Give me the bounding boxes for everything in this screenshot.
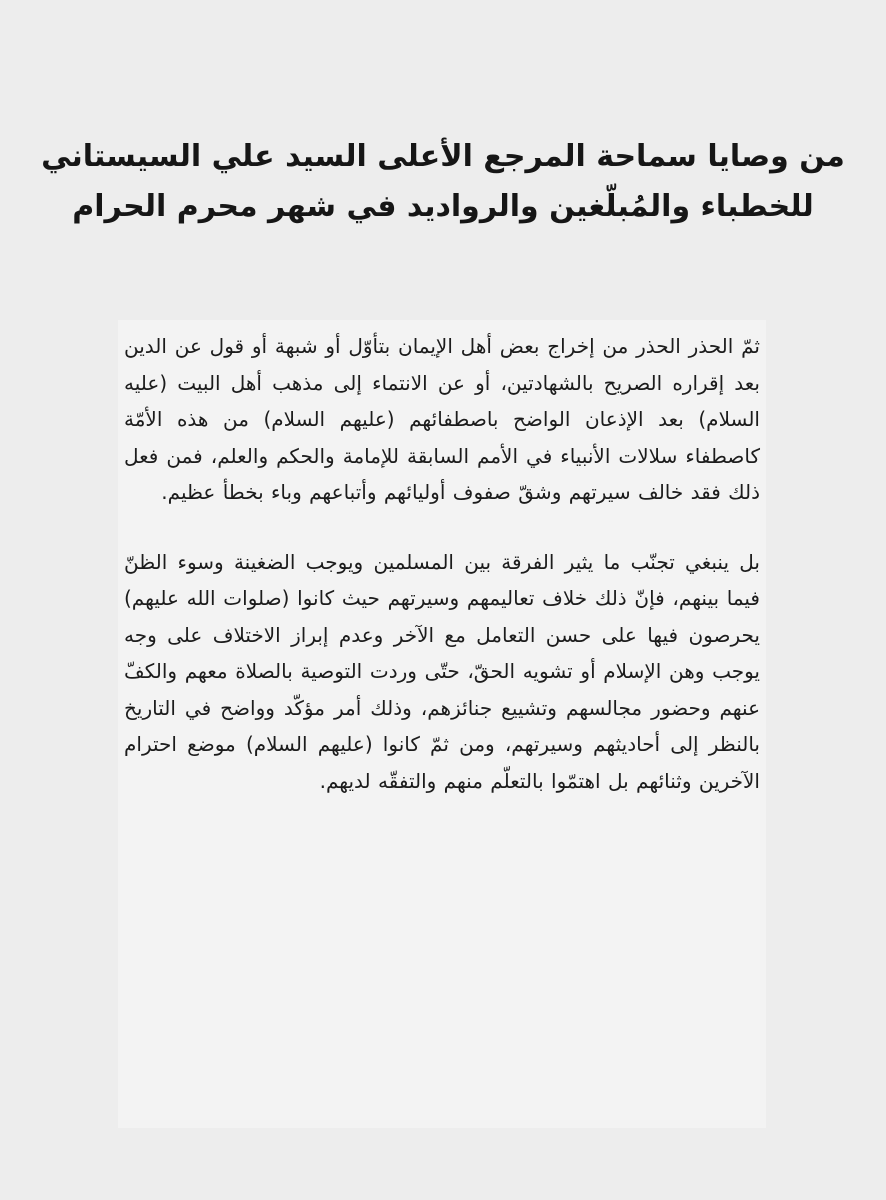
paragraph-2: بل ينبغي تجنّب ما يثير الفرقة بين المسلمين ويوجب الضغينة وسوء الظنّ فيما بينهم، فإنّ ذلك خلاف تعاليمهم وسيرتهم حيث كانوا (صلوات الله عليهم) يحرصون فيها على حسن التعامل مع الآخر وعدم إبراز الاختلاف على وجه يوجب وهن الإسلام أو تشويه الحقّ، حتّى وردت التوصية بالصلاة معهم والكفّ عنهم وحضور مجالسهم وتشييع جنائزهم، وذلك أمر مؤكّد وواضح في التاريخ بالنظر إلى أحاديثهم وسيرتهم، ومن ثمّ كانوا (عليهم السلام) موضع احترام الآخرين وثنائهم بل اهتمّوا بالتعلّم منهم والتفقّه لديهم. xyxy=(124,549,760,793)
title-line-1: من وصايا سماحة المرجع الأعلى السيد علي السيستاني xyxy=(41,139,845,174)
title-line-2: للخطباء والمُبلّغين والرواديد في شهر محرم الحرام xyxy=(72,189,814,224)
text-panel xyxy=(118,320,766,1128)
paragraph-1: ثمّ الحذر الحذر من إخراج بعض أهل الإيمان بتأوّل أو شبهة أو قول عن الدين بعد إقراره الصريح بالشهادتين، أو عن الانتماء إلى مذهب أهل البيت (عليه السلام) بعد الإذعان الواضح باصطفائهم (عليهم السلام) من هذه الأمّة كاصطفاء سلالات الأنبياء في الأمم السابقة للإمامة والحكم والعلم، فمن فعل ذلك فقد خالف سيرتهم وشقّ صفوف أوليائهم وأتباعهم وباء بخطأ عظيم. xyxy=(124,334,760,504)
page-title xyxy=(40,132,846,232)
